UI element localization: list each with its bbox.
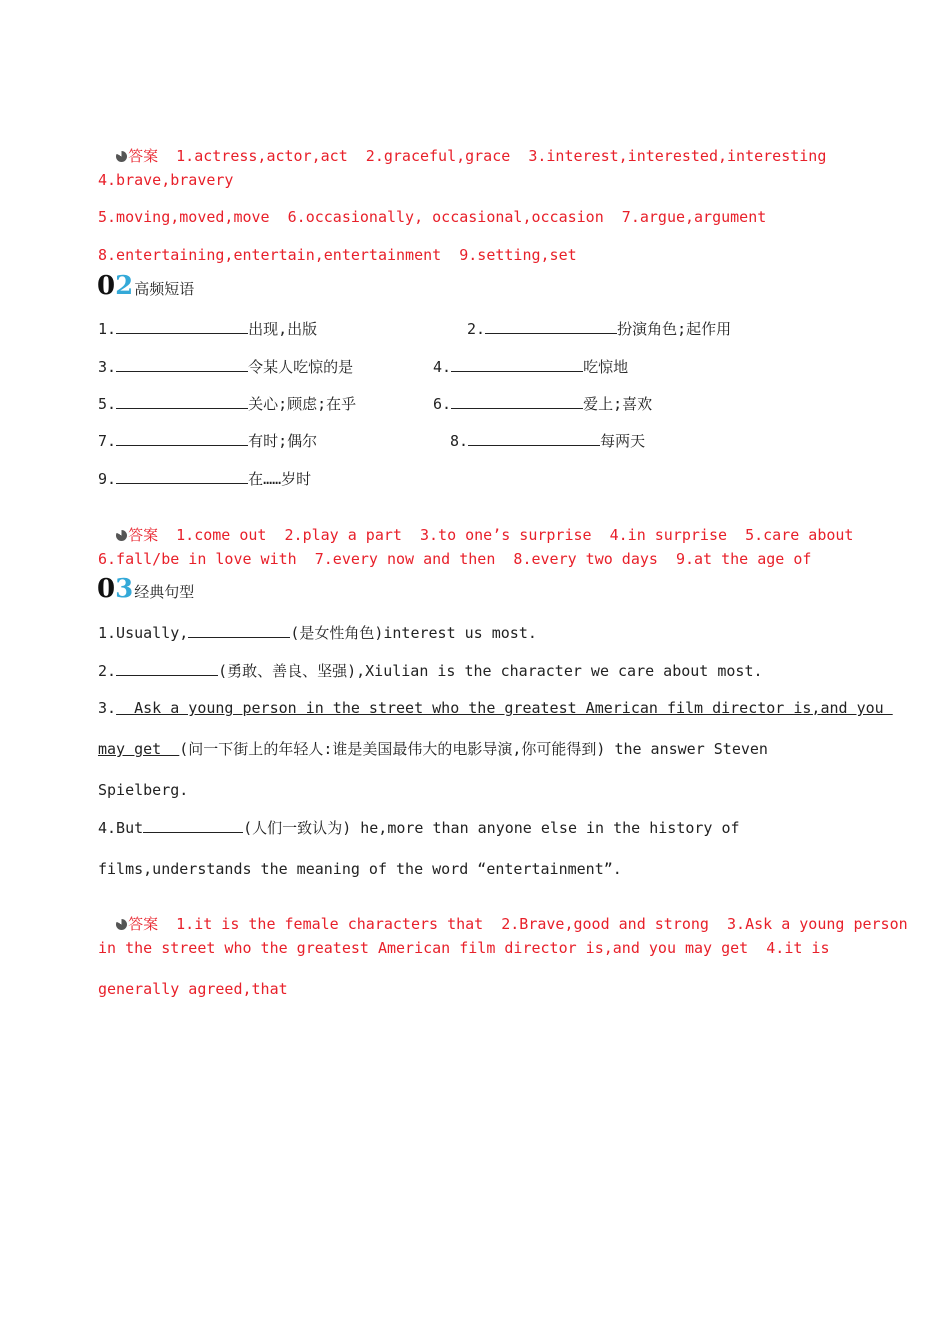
phrase-item: 8. 每两天	[450, 432, 646, 450]
section-title: 经典句型	[134, 583, 195, 601]
answer-label: 答案	[128, 915, 159, 933]
blank-line	[451, 394, 583, 409]
blank-line	[485, 319, 617, 334]
answer-text: generally agreed,that	[98, 980, 288, 998]
phrase-item: 5. 关心;顾虑;在乎	[98, 395, 357, 413]
answer-text: 8.entertaining,entertain,entertainment 9.setting,set	[98, 246, 577, 264]
phrase-item: 4. 吃惊地	[433, 358, 629, 376]
answer-text: 1.actress,actor,act 2.graceful,grace 3.interest,interested,interesting	[176, 147, 827, 165]
answer-icon	[116, 151, 127, 162]
phrase-item: 3. 令某人吃惊的是	[98, 358, 354, 376]
phrase-item: 1. 出现,出版	[98, 320, 318, 338]
blank-line	[116, 469, 248, 484]
blank-line	[188, 623, 290, 638]
section-heading-02: 02高频短语	[97, 271, 195, 301]
section-title: 高频短语	[134, 280, 195, 298]
answer-line	[98, 126, 826, 166]
blank-line	[116, 661, 218, 676]
phrase-item: 2. 扮演角色;起作用	[467, 320, 732, 338]
answer-label: 答案	[128, 526, 159, 544]
answer-text: 5.moving,moved,move 6.occasionally, occasional,occasion 7.argue,argument	[98, 208, 767, 226]
answer-icon	[116, 530, 127, 541]
answer-text: 1.come out 2.play a part 3.to one’s surprise 4.in surprise 5.care about	[176, 526, 854, 544]
answer-text: 4.brave,bravery	[98, 171, 234, 189]
answer-text: in the street who the greatest American film director is,and you may get 4.it is	[98, 939, 830, 957]
answer-text: 1.it is the female characters that 2.Brave,good and strong 3.Ask a young person	[176, 915, 908, 933]
blank-line	[143, 818, 243, 833]
answer-line	[98, 894, 908, 934]
phrase-item: 7. 有时;偶尔	[98, 432, 318, 450]
blank-line	[116, 319, 248, 334]
blank-line	[116, 431, 248, 446]
phrase-item: 6. 爱上;喜欢	[433, 395, 653, 413]
blank-line	[451, 357, 583, 372]
sentence-item: 3. Ask a young person in the street who the greatest American film director is,and you	[98, 699, 893, 717]
answer-text: 6.fall/be in love with 7.every now and then 8.every two days 9.at the age of	[98, 550, 812, 568]
sentence-item: 2. (勇敢、善良、坚强),Xiulian is the character we care about most.	[98, 662, 763, 680]
sentence-item: 1.Usually, (是女性角色)interest us most.	[98, 624, 537, 642]
blank-line	[116, 394, 248, 409]
answer-line	[98, 505, 853, 545]
blank-line	[468, 431, 600, 446]
phrase-item: 9. 在……岁时	[98, 470, 312, 488]
blank-line	[116, 357, 248, 372]
sentence-item: films,understands the meaning of the word “entertainment”.	[98, 860, 622, 878]
answer-icon	[116, 919, 127, 930]
section-heading-03: 03经典句型	[97, 574, 195, 604]
sentence-item: may get (问一下街上的年轻人:谁是美国最伟大的电影导演,你可能得到) the answer Steven	[98, 740, 768, 758]
sentence-item: Spielberg.	[98, 781, 189, 799]
sentence-item: 4.But (人们一致认为) he,more than anyone else in the history of	[98, 819, 740, 837]
answer-label: 答案	[128, 147, 159, 165]
